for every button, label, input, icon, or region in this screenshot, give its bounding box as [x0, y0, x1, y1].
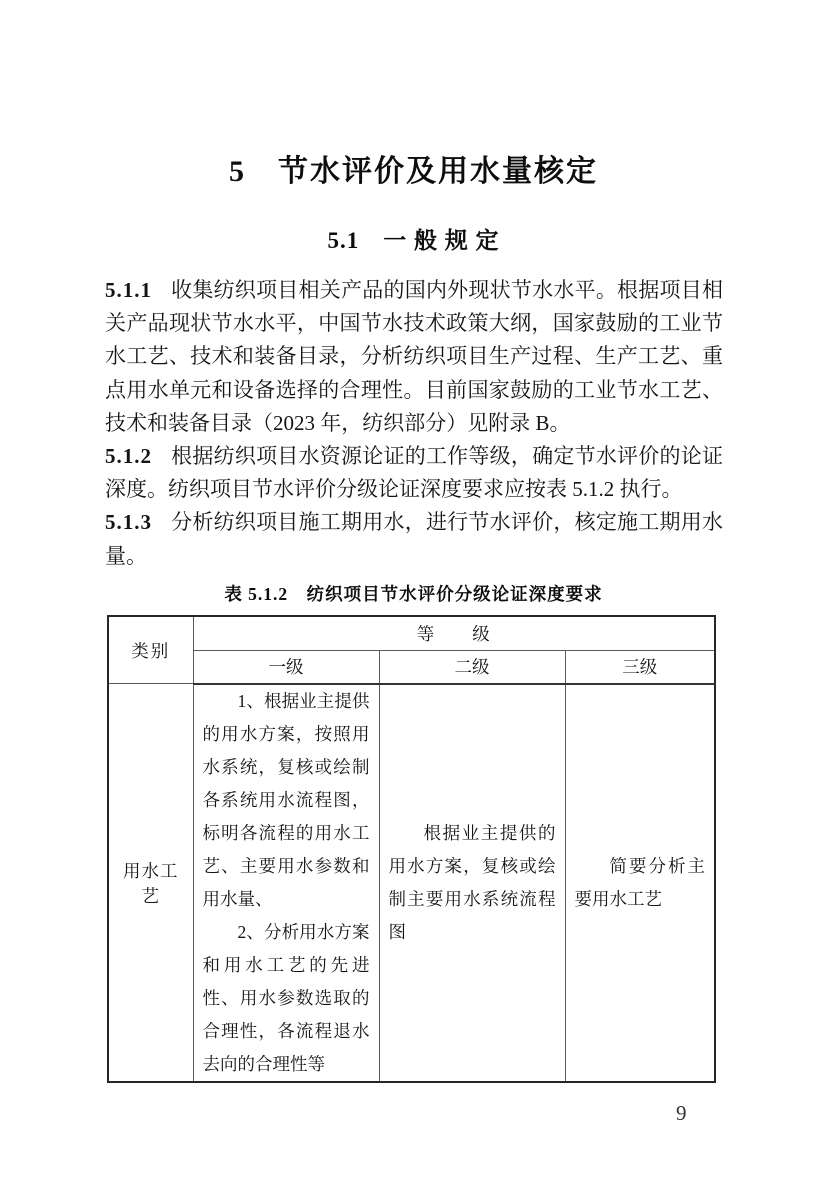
row-level1-cell: [193, 684, 379, 1082]
clause-5-1-3-text: 分析纺织项目施工期用水，进行节水评价，核定施工期用水量。: [105, 510, 723, 568]
clause-5-1-2-number: 5.1.2: [105, 444, 152, 469]
row-level2-cell: [379, 684, 565, 1082]
clause-5-1-3-number: 5.1.3: [105, 510, 152, 535]
clause-5-1-2-text: 根据纺织项目水资源论证的工作等级，确定节水评价的论证深度。纺织项目节水评价分级论证深度要求应按表 5.1.2 执行。: [105, 444, 723, 502]
chapter-title: 5 节水评价及用水量核定: [229, 155, 598, 188]
clause-5-1-1-number: 5.1.1: [105, 278, 152, 302]
table-caption: 表 5.1.2 纺织项目节水评价分级论证深度要求: [224, 583, 603, 604]
depth-requirements-table: [107, 615, 716, 1083]
clause-5-1-1: [105, 274, 723, 440]
level3-text: 简要分析主要用水工艺: [574, 855, 706, 909]
table-row: [108, 684, 715, 1082]
body-text: [105, 274, 723, 573]
clause-5-1-2: [105, 440, 723, 506]
level1-item-2: 2、分析用水方案和用水工艺的先进性、用水参数选取的合理性，各流程退水去向的合理性等: [202, 921, 370, 1074]
header-category: 类别: [108, 616, 193, 684]
header-level-1: 一级: [193, 650, 379, 684]
row-category: 用水工艺: [108, 684, 193, 1082]
table-header-row-2: [108, 650, 715, 684]
header-level-3: 三级: [565, 650, 715, 684]
clause-5-1-3: [105, 506, 723, 572]
header-level-2: 二级: [379, 650, 565, 684]
level2-text: 根据业主提供的用水方案，复核或绘制主要用水系统流程图: [388, 822, 556, 942]
clause-5-1-1-text: 收集纺织项目相关产品的国内外现状节水水平。根据项目相关产品现状节水水平，中国节水技术政策大纲，国家鼓励的工业节水工艺、技术和装备目录，分析纺织项目生产过程、生产工艺、重点用水单元和设备选择的合理性。目前国家鼓励的工业节水工艺、技术和装备目录（2023 年，纺织部分）见附录 B。: [105, 278, 723, 435]
header-grade: 等 级: [193, 616, 715, 651]
row-level3-cell: [565, 684, 715, 1082]
level1-item-1: 1、根据业主提供的用水方案，按照用水系统，复核或绘制各系统用水流程图，标明各流程的用水工艺、主要用水参数和用水量、: [202, 690, 370, 909]
section-title: 5.1 一 般 规 定: [327, 228, 500, 253]
page-number: 9: [676, 1101, 687, 1125]
table-header-row-1: [108, 616, 715, 651]
